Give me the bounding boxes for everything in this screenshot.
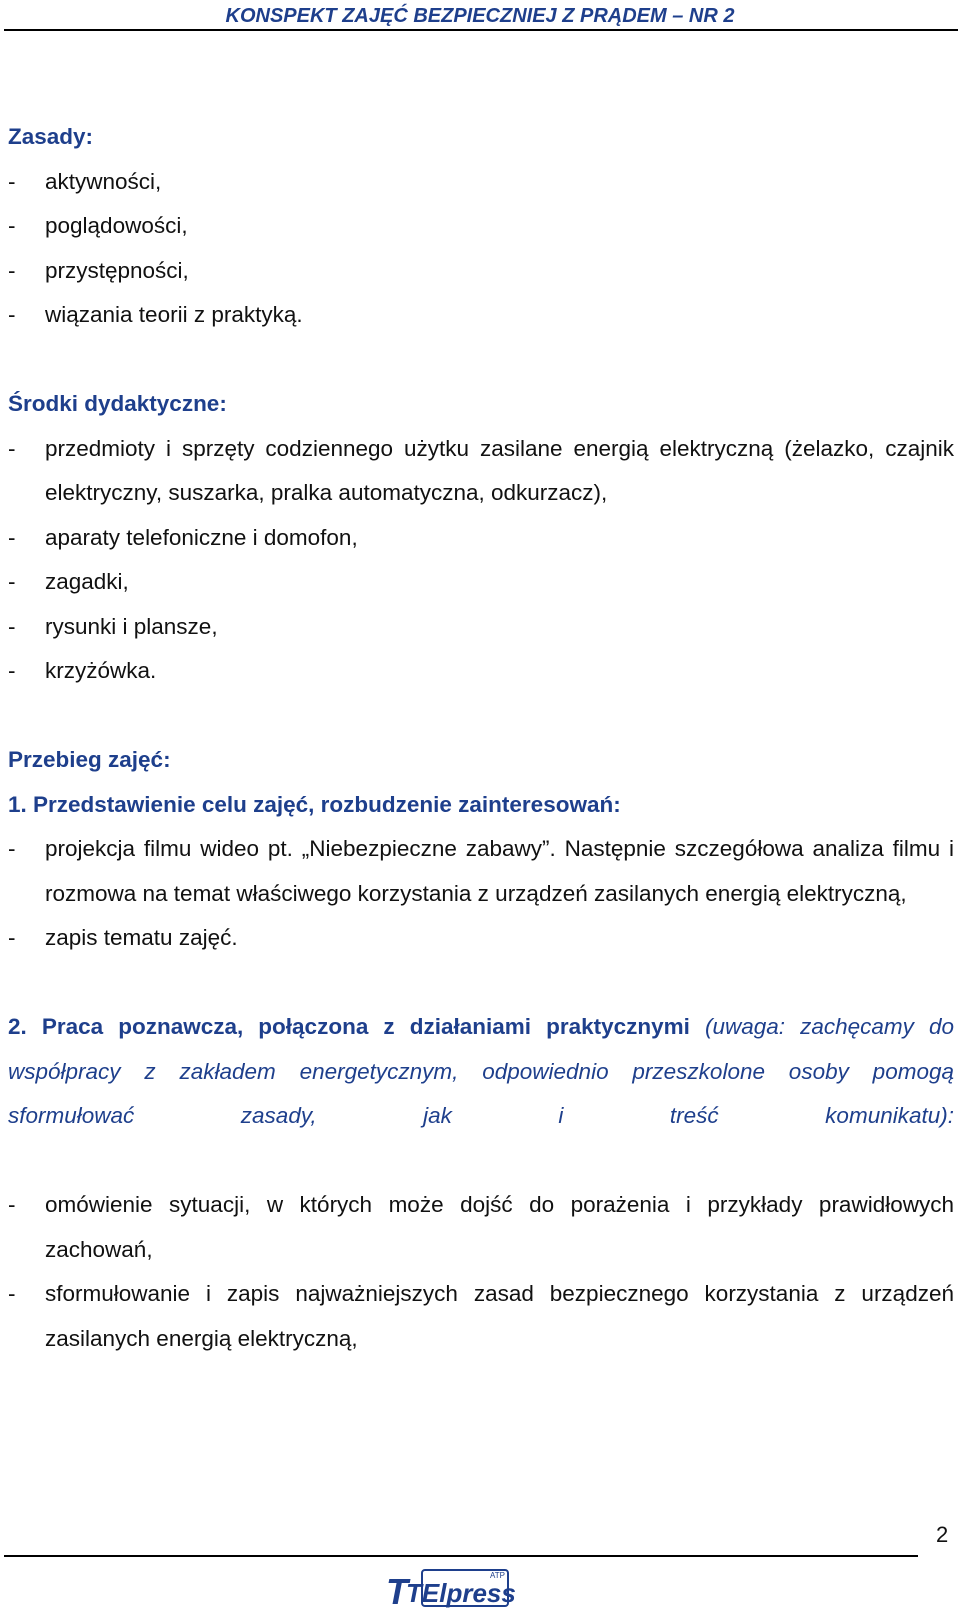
svg-text:ATP: ATP — [490, 1571, 505, 1580]
section-2-paragraph — [8, 1005, 954, 1139]
srodki-heading: Środki dydaktyczne: — [8, 391, 227, 416]
list-item: - zapis tematu zajęć. — [8, 925, 238, 950]
page-number: 2 — [936, 1522, 949, 1547]
list-item: - zagadki, — [8, 569, 129, 594]
section-2-note: (uwaga: zachęcamy do współpracy z zakładem energetycznym, odpowiednio przeszkolone osoby pomogą sformułować zasady, jak i treść komunikatu): — [8, 1014, 954, 1128]
list-item: - rysunki i plansze, — [8, 613, 218, 639]
przebieg-heading: Przebieg zajęć: — [8, 747, 171, 772]
zasady-list — [8, 160, 954, 338]
page-header-title: KONSPEKT ZAJĘĆ BEZPIECZNIEJ Z PRĄDEM – NR 2 — [225, 5, 735, 27]
list-item: - sformułowanie i zapis najważniejszych zasad bezpiecznego korzystania z urządzeń zasilanych energią elektryczną, — [8, 1281, 954, 1351]
list-item: - omówienie sytuacji, w których może dojść do porażenia i przykłady prawidłowych zachowań, — [8, 1192, 954, 1262]
section-2-title: 2. Praca poznawcza, połączona z działaniami praktycznymi — [8, 1014, 690, 1039]
list-item: - projekcja filmu wideo pt. „Niebezpieczne zabawy”. Następnie szczegółowa analiza filmu i rozmowa na temat właściwego korzystania z urządzeń zasilanych energią elektryczną, — [8, 836, 954, 906]
section-1-title: 1. Przedstawienie celu zajęć, rozbudzenie zainteresowań: — [8, 791, 621, 817]
srodki-list — [8, 427, 954, 694]
list-item: - wiązania teorii z praktyką. — [8, 302, 303, 327]
list-item: - przystępności, — [8, 257, 189, 283]
list-item: - krzyżówka. — [8, 658, 157, 683]
header-divider — [4, 29, 958, 31]
document-body — [8, 115, 954, 1361]
list-item: - aparaty telefoniczne i domofon, — [8, 524, 358, 550]
list-item: - przedmioty i sprzęty codziennego użytku zasilane energią elektryczną (żelazko, czajnik elektryczny, suszarka, pralka automatyczna, odkurzacz), — [8, 435, 954, 505]
list-item: - aktywności, — [8, 168, 162, 194]
zasady-heading: Zasady: — [8, 124, 94, 149]
telpress-logo — [382, 1562, 518, 1618]
svg-text:T: T — [386, 1571, 408, 1612]
section-1-list — [8, 827, 954, 961]
section-2-list — [8, 1183, 954, 1361]
list-item: - poglądowości, — [8, 213, 188, 238]
svg-text:TElpress: TElpress — [406, 1578, 516, 1608]
footer-divider — [4, 1555, 918, 1557]
